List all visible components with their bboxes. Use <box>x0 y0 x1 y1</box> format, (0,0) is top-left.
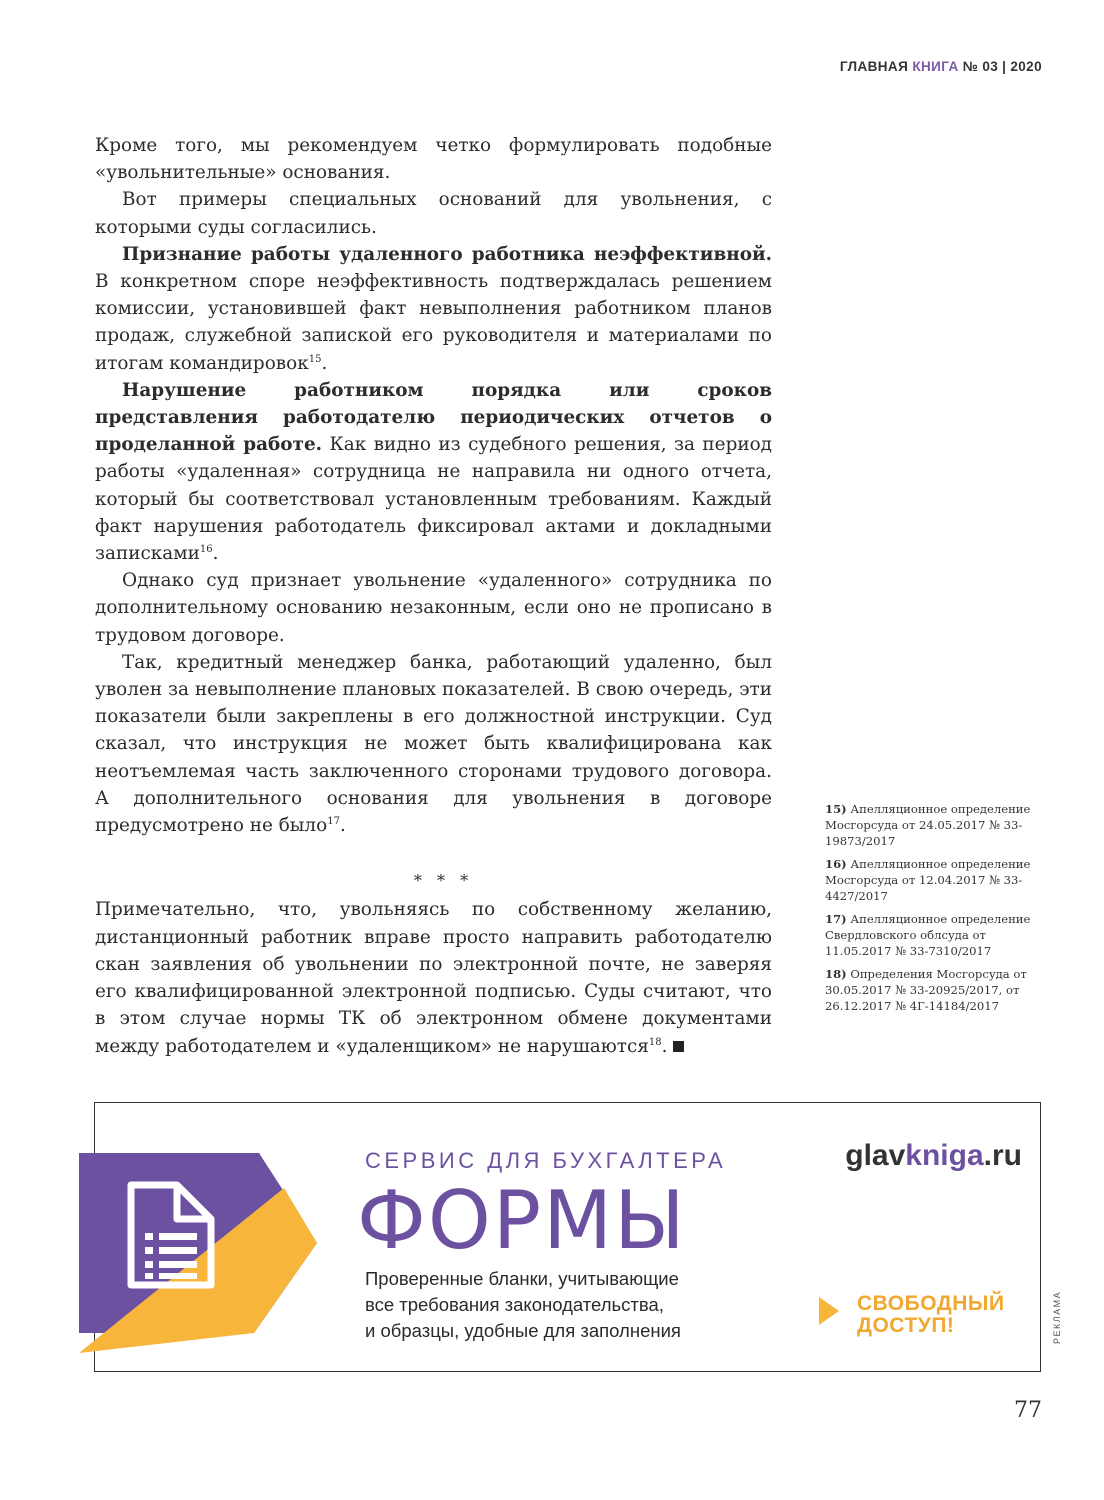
ad-title: ФОРМЫ <box>357 1174 687 1267</box>
domain-part-accent: kniga <box>905 1139 984 1172</box>
footnote-ref[interactable]: 17 <box>327 815 340 827</box>
paragraph: Кроме того, мы рекомендуем четко формулировать подобные «увольнительные» основания. <box>95 135 772 184</box>
paragraph-text: В конкретном споре неэффективность подтверждалась решением комиссии, установившей факт невыполнения работником планов продаж, служебной запиской его руководителя и материалами по итогам командировок <box>95 271 772 374</box>
ad-description <box>365 1266 681 1344</box>
footnote-ref[interactable]: 15 <box>308 353 322 365</box>
footnote-number: 16) <box>825 857 847 871</box>
advertising-label: РЕКЛАМА <box>1052 1290 1062 1344</box>
footnote-text: Определения Мосгорсуда от 30.05.2017 № 33-20925/2017, от 26.12.2017 № 4Г-14184/2017 <box>825 967 1027 1013</box>
paragraph-text: Так, кредитный менеджер банка, работающий удаленно, был уволен за невыполнение плановых показателей. В свою очередь, эти показатели были закреплены в его должностной инструкции. Суд сказал, что инструкция не может быть квалифицирована как неотъемлемая часть заключенного сторонами трудового договора. А дополнительного основания для увольнения в договоре предусмотрено не было <box>95 651 772 837</box>
ad-subtitle: СЕРВИС ДЛЯ БУХГАЛТЕРА <box>365 1148 727 1173</box>
header-separator: | <box>1002 59 1007 74</box>
issue-year: 2020 <box>1010 59 1042 74</box>
paragraph: Так, кредитный менеджер банка, работающий удаленно, был уволен за невыполнение плановых показателей. В свою очередь, эти показатели были закреплены в его должностной инструкции. Суд сказал, что инструкция не может быть квалифицирована как неотъемлемая часть заключенного сторонами трудового договора. А дополнительного основания для увольнения в договоре предусмотрено не было$^{17}$. <box>95 651 772 837</box>
ad-website-link[interactable] <box>845 1139 1022 1173</box>
footnote-number: 17) <box>825 912 847 926</box>
issue-number: № 03 <box>962 59 999 74</box>
running-header <box>840 59 1042 74</box>
paragraph-text: Как видно из судебного решения, за период работы «удаленная» сотрудница не направила ни одного отчета, который бы соответствовал установленным требованиям. Каждый факт нарушения работодатель фиксировал актами и докладными записками <box>95 434 772 565</box>
footnote <box>825 856 1055 904</box>
end-of-article-mark <box>673 1041 684 1052</box>
page-number: 77 <box>1014 1398 1042 1423</box>
magazine-name: ГЛАВНАЯ <box>839 59 909 74</box>
domain-part: glav <box>845 1139 906 1172</box>
footnote-ref[interactable]: 18 <box>648 1036 662 1048</box>
paragraph: Нарушение работником порядка или сроков представления работодателю периодических отчетов о проделанной работе. Как видно из судебного решения, за период работы «удаленная» сотрудница не направила ни одного отчета, который бы соответствовал установленным требованиям. Каждый факт нарушения работодатель фиксировал актами и докладными записками$^{16}$. <box>95 379 772 565</box>
footnote-text: Апелляционное определение Свердловского облсуда от 11.05.2017 № 33-7310/2017 <box>825 912 1031 958</box>
footnote <box>825 801 1055 849</box>
footnote-text: Апелляционное определение Мосгорсуда от 24.05.2017 № 33-19873/2017 <box>825 802 1031 848</box>
ad-description-line: и образцы, удобные для заполнения <box>365 1320 681 1341</box>
document-form-icon <box>79 1153 325 1363</box>
footnote-number: 15) <box>825 802 847 816</box>
domain-tld: .ru <box>983 1139 1022 1172</box>
footnote <box>825 966 1055 1014</box>
cta-label <box>857 1293 1005 1337</box>
magazine-name-accent: КНИГА <box>912 59 959 74</box>
article-body <box>95 132 772 1060</box>
footnote <box>825 911 1055 959</box>
ad-description-line: Проверенные бланки, учитывающие <box>365 1268 679 1289</box>
paragraph: Вот примеры специальных оснований для увольнения, с которыми суды согласились. <box>95 189 772 238</box>
cta-line: ДОСТУП! <box>857 1314 955 1337</box>
cta-line: СВОБОДНЫЙ <box>857 1292 1005 1315</box>
footnote-ref[interactable]: 16 <box>199 543 213 555</box>
footnotes <box>825 801 1055 1021</box>
paragraph: Примечательно, что, увольняясь по собственному желанию, дистанционный работник вправе просто направить работодателю скан заявления об увольнении по электронной почте, не заверяя его квалифицированной электронной подписью. Суды считают, что в этом случае нормы ТК об электронном обмене документами между работодателем и «удаленщиком» не нарушаются$^{18}$. <box>95 899 772 1057</box>
footnote-number: 18) <box>825 967 847 981</box>
paragraph: Признание работы удаленного работника неэффективной. В конкретном споре неэффективность подтверждалась решением комиссии, установившей факт невыполнения работником планов продаж, служебной запиской его руководителя и материалами по итогам командировок$^{15}$. <box>95 243 772 374</box>
paragraph-text: Примечательно, что, увольняясь по собственному желанию, дистанционный работник вправе просто направить работодателю скан заявления об увольнении по электронной почте, не заверяя его квалифицированной электронной подписью. Суды считают, что в этом случае нормы ТК об электронном обмене документами между работодателем и «удаленщиком» не нарушаются <box>95 899 772 1057</box>
paragraph: Однако суд признает увольнение «удаленного» сотрудника по дополнительному основанию незаконным, если оно не прописано в трудовом договоре. <box>95 570 772 646</box>
play-arrow-icon <box>819 1297 839 1325</box>
free-access-button[interactable] <box>819 1293 1029 1343</box>
ad-description-line: все требования законодательства, <box>365 1294 664 1315</box>
section-separator: * * * <box>413 871 474 891</box>
bold-lead: Признание работы удаленного работника неэффективной. <box>122 243 772 265</box>
advertisement-banner[interactable] <box>94 1102 1041 1372</box>
footnote-text: Апелляционное определение Мосгорсуда от 12.04.2017 № 33-4427/2017 <box>825 857 1031 903</box>
bold-lead: Нарушение работником порядка или сроков представления работодателю периодических отчетов о проделанной работе. <box>95 379 772 456</box>
